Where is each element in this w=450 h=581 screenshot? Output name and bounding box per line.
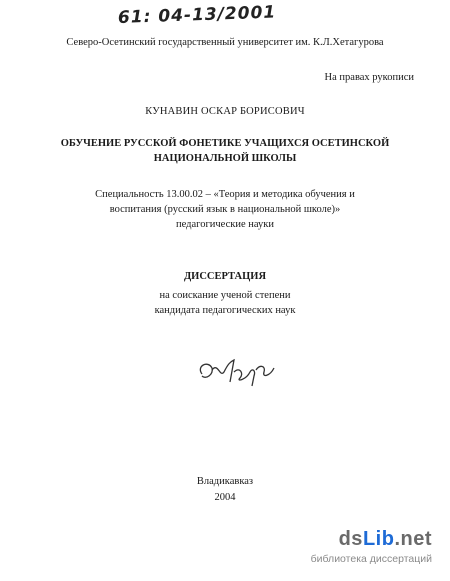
degree-block xyxy=(0,288,450,318)
handwritten-code-text: 61: 04-13/2001 xyxy=(117,2,277,28)
signature-icon xyxy=(190,352,280,392)
watermark-caption: библиотека диссертаций xyxy=(310,553,432,565)
dissertation-label: ДИССЕРТАЦИЯ xyxy=(183,271,267,282)
specialty-line-2: воспитания (русский язык в национальной школе)» xyxy=(109,204,341,215)
dslib-watermark[interactable] xyxy=(292,528,432,572)
dslib-logo xyxy=(339,528,432,551)
specialty-line-3: педагогические науки xyxy=(176,219,274,230)
degree-line-2: кандидата педагогических наук xyxy=(154,305,296,316)
logo-lib: Lib xyxy=(362,528,395,550)
dissertation-title xyxy=(0,136,450,166)
degree-line-1: на соискание ученой степени xyxy=(159,290,291,301)
rights-note: На правах рукописи xyxy=(324,72,414,83)
logo-prefix: ds xyxy=(338,528,363,550)
author-name: КУНАВИН ОСКАР БОРИСОВИЧ xyxy=(145,106,305,117)
university-name: Северо-Осетинский государственный университет им. К.Л.Хетагурова xyxy=(66,37,384,48)
handwritten-registration-code xyxy=(117,2,277,40)
handwritten-signature xyxy=(190,352,280,392)
specialty-block xyxy=(0,187,450,232)
title-line-2: НАЦИОНАЛЬНОЙ ШКОЛЫ xyxy=(153,153,297,164)
specialty-line-1: Специальность 13.00.02 – «Теория и методика обучения и xyxy=(95,189,355,200)
logo-suffix: .net xyxy=(394,528,432,550)
city: Владикавказ xyxy=(196,476,254,487)
title-line-1: ОБУЧЕНИЕ РУССКОЙ ФОНЕТИКЕ УЧАЩИХСЯ ОСЕТИНСКОЙ xyxy=(60,138,390,149)
year: 2004 xyxy=(214,492,236,503)
